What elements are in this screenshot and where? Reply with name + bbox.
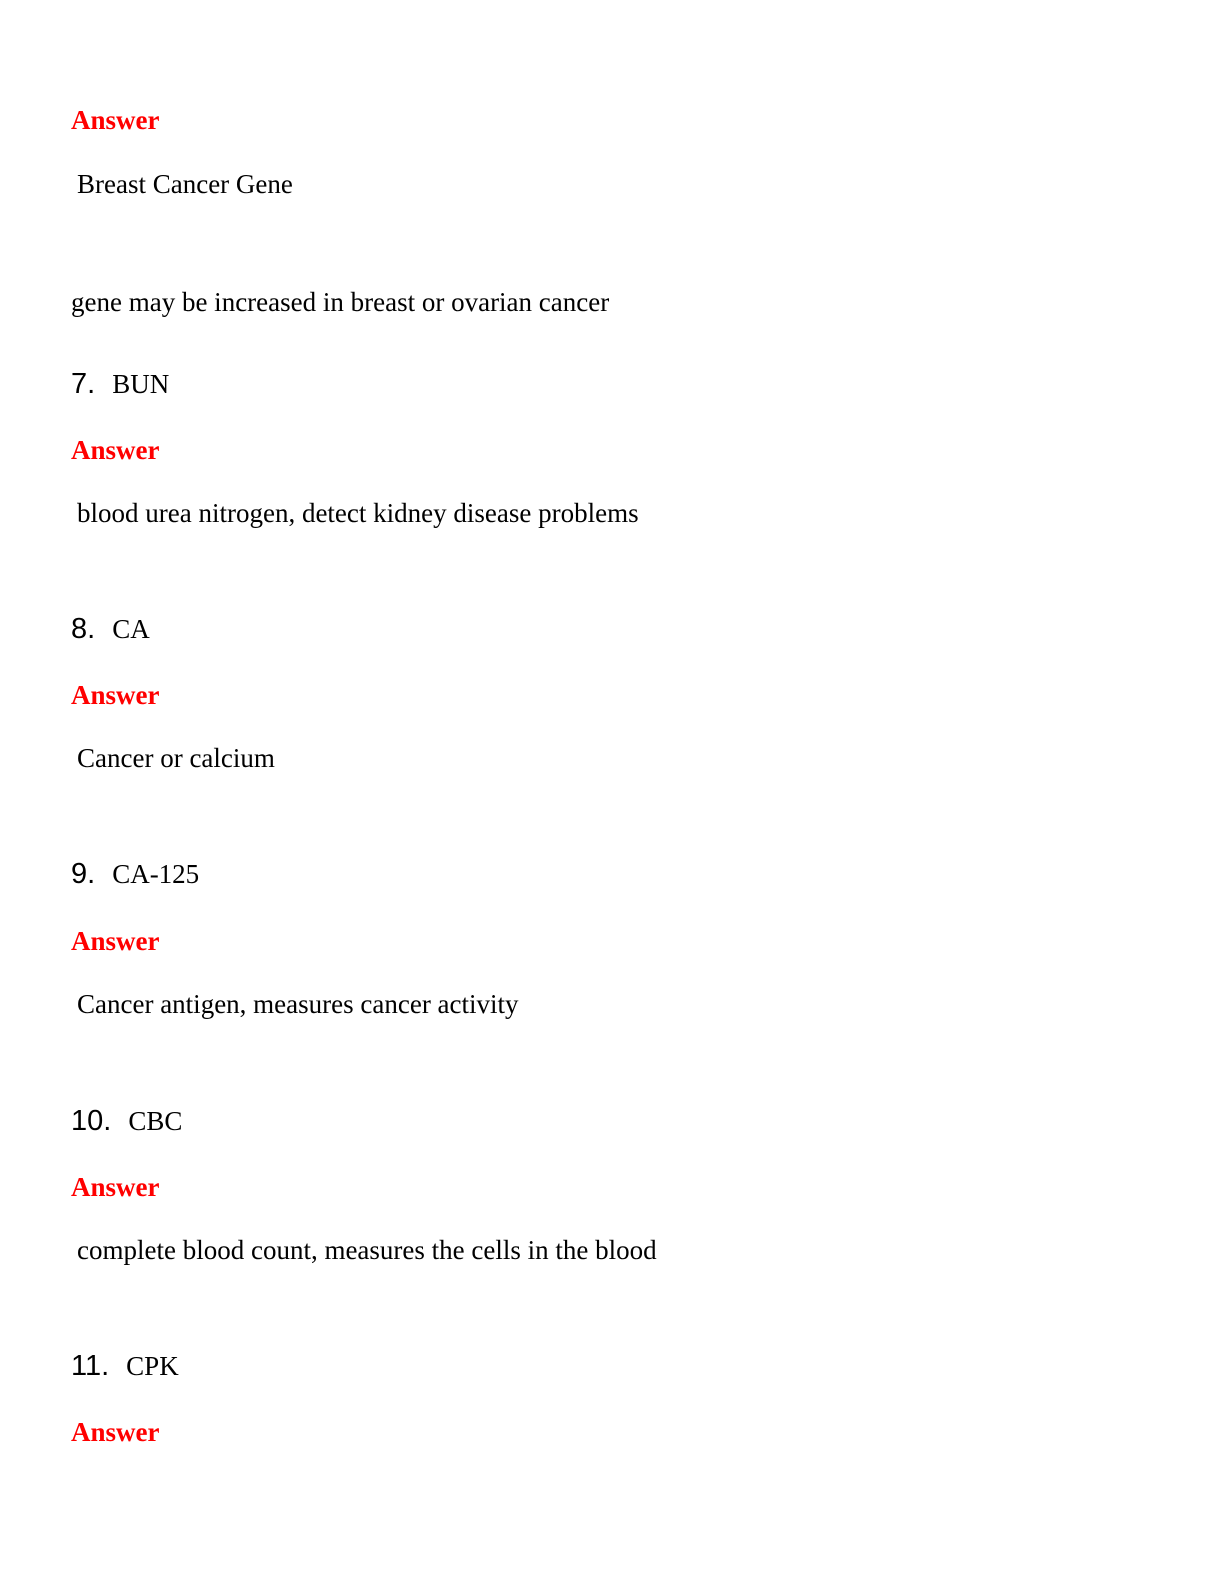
question-number: 11. — [71, 1350, 110, 1382]
answer-label: Answer — [71, 926, 160, 956]
answer-label: Answer — [71, 1172, 160, 1202]
question-number: 10. — [71, 1105, 112, 1137]
question-term: CA-125 — [112, 859, 200, 889]
answer-note: gene may be increased in breast or ovarian cancer — [71, 287, 610, 317]
question-7 — [71, 370, 169, 399]
question-term: CBC — [128, 1106, 183, 1136]
answer-label: Answer — [71, 680, 160, 710]
answer-label: Answer — [71, 1417, 160, 1447]
answer-text: Breast Cancer Gene — [77, 169, 293, 199]
question-term: CA — [112, 614, 150, 644]
answer-label: Answer — [71, 435, 160, 465]
answer-label: Answer — [71, 105, 160, 135]
question-number: 9. — [71, 858, 96, 890]
question-11 — [71, 1352, 179, 1381]
question-term: CPK — [126, 1351, 179, 1381]
answer-text: Cancer antigen, measures cancer activity — [77, 989, 519, 1019]
question-8 — [71, 615, 150, 644]
question-number: 7. — [71, 368, 96, 400]
answer-text: blood urea nitrogen, detect kidney disease problems — [77, 498, 639, 528]
question-term: BUN — [112, 369, 170, 399]
question-number: 8. — [71, 613, 96, 645]
answer-text: complete blood count, measures the cells in the blood — [77, 1235, 657, 1265]
question-10 — [71, 1107, 182, 1136]
question-9 — [71, 860, 199, 889]
answer-text: Cancer or calcium — [77, 743, 275, 773]
